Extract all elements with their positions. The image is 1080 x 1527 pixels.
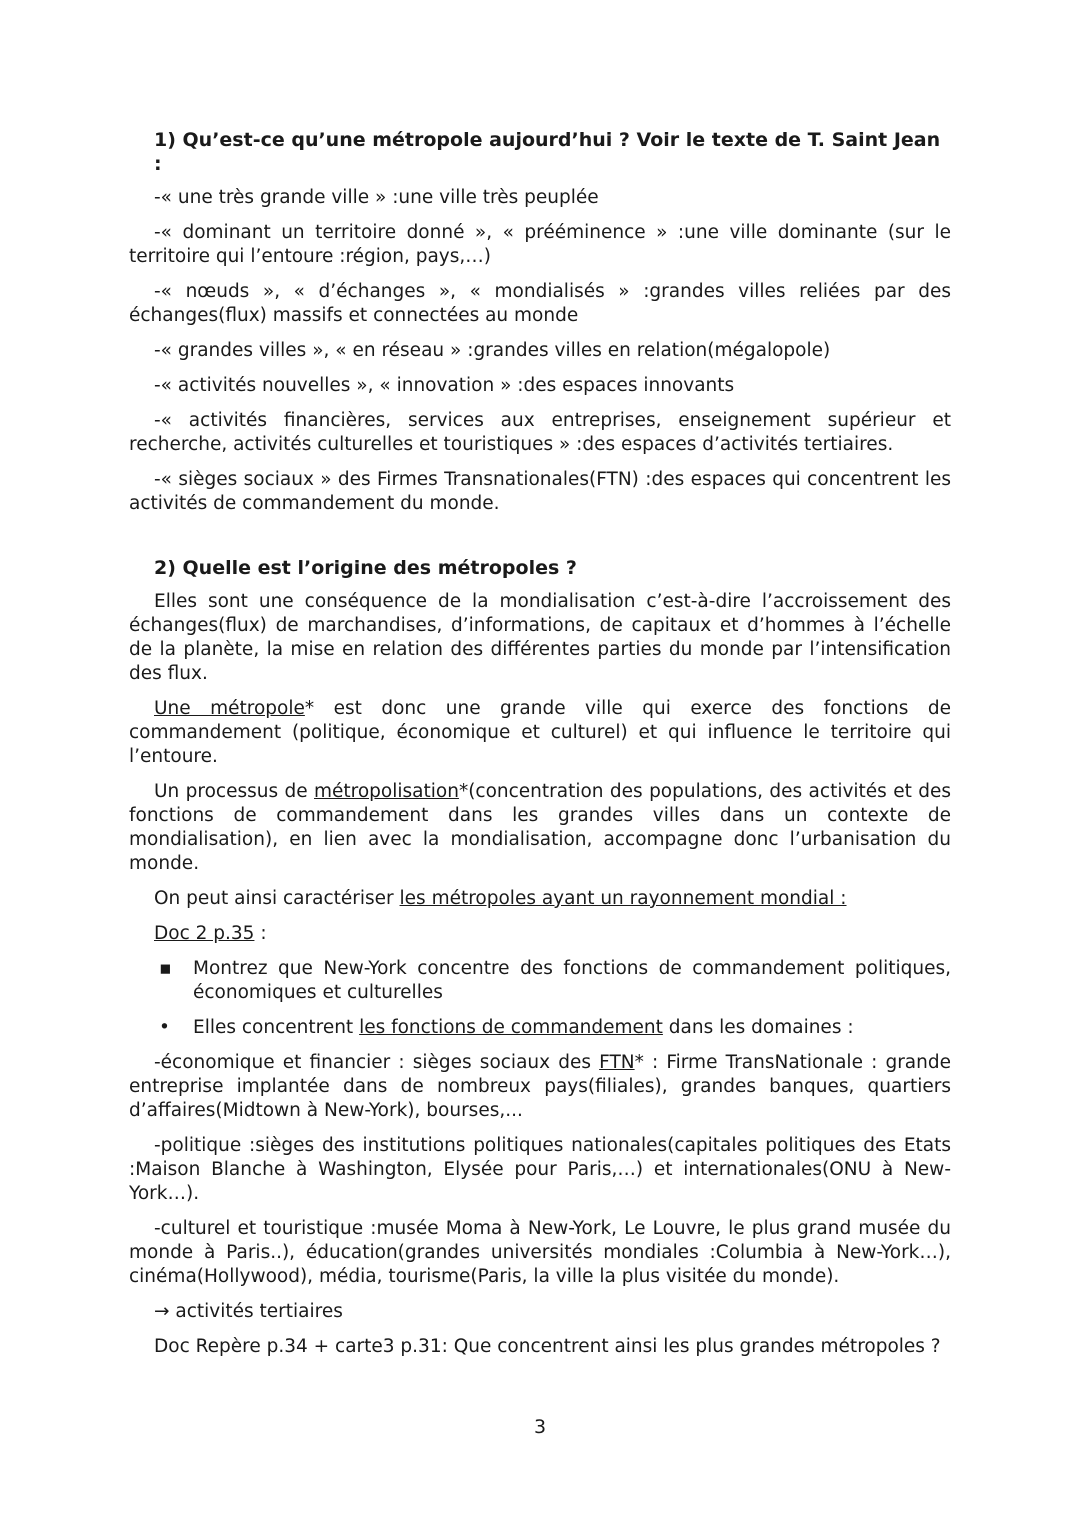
term-metropolisation: métropolisation: [314, 781, 459, 802]
section-2: [129, 556, 951, 1359]
list-item: -« une très grande ville » :une ville très peuplée: [154, 187, 599, 208]
doc-reference: Doc 2 p.35 :: [154, 923, 267, 944]
section-1-heading: 1) Qu’est-ce qu’une métropole aujourd’hui ? Voir le texte de T. Saint Jean :: [154, 129, 941, 175]
paragraph-economique: -économique et financier : sièges sociaux des FTN* : Firme TransNationale : grande entreprise implantée dans de nombreux pays(filiales), grandes banques, quartiers d’affaires(Midtown à New-York), bourses,...: [129, 1052, 951, 1121]
list-item: -« sièges sociaux » des Firmes Transnationales(FTN) :des espaces qui concentrent les activités de commandement du monde.: [129, 469, 951, 514]
section-2-heading: 2) Quelle est l’origine des métropoles ?: [154, 557, 577, 579]
list-item: -« nœuds », « d’échanges », « mondialisés » :grandes villes reliées par des échanges(flux) massifs et connectées au monde: [129, 281, 951, 326]
list-item: -« activités nouvelles », « innovation » :des espaces innovants: [154, 375, 735, 396]
list-item: -« dominant un territoire donné », « prééminence » :une ville dominante (sur le territoire qui l’entoure :région, pays,…): [129, 222, 951, 267]
paragraph-question: Doc Repère p.34 + carte3 p.31: Que concentrent ainsi les plus grandes métropoles ?: [154, 1336, 941, 1357]
paragraph-rayonnement: On peut ainsi caractériser les métropoles ayant un rayonnement mondial :: [154, 888, 847, 909]
paragraph-culturel: -culturel et touristique :musée Moma à New-York, Le Louvre, le plus grand musée du monde à Paris..), éducation(grandes universités mondiales :Columbia à New-York…), cinéma(Hollywood), média, tourisme(Paris, la ville la plus visitée du monde).: [129, 1218, 951, 1287]
page-number: 3: [533, 1416, 547, 1438]
paragraph-metropolisation: Un processus de métropolisation*(concentration des populations, des activités et des fonctions de commandement dans les grandes villes dans un contexte de mondialisation), en lien avec la mondialisation, accompagne donc l’urbanisation du monde.: [129, 781, 951, 874]
bullet-list: [129, 957, 951, 1040]
square-bullet-icon: ▪: [159, 958, 172, 979]
section-1: [129, 128, 951, 516]
term-metropole: Une métropole: [154, 698, 305, 719]
paragraph-mondialisation: Elles sont une conséquence de la mondialisation c’est-à-dire l’accroissement des échanges(flux) de marchandises, d’informations, de capitaux et d’hommes à l’échelle de la planète, la mise en relation des différentes parties du monde par l’intensification des flux.: [129, 591, 951, 684]
round-bullet-icon: •: [159, 1017, 170, 1038]
list-item: -« grandes villes », « en réseau » :grandes villes en relation(mégalopole): [154, 340, 831, 361]
paragraph-metropole-definition: Une métropole* est donc une grande ville qui exerce des fonctions de commandement (politique, économique et culturel) et qui influence le territoire qui l’entoure.: [129, 698, 951, 767]
term-ftn: FTN: [599, 1052, 635, 1073]
document-body: [129, 128, 951, 1370]
term-rayonnement-mondial: les métropoles ayant un rayonnement mondial :: [399, 888, 847, 909]
bullet-item: • Elles concentrent les fonctions de commandement dans les domaines :: [159, 1017, 854, 1038]
paragraph-tertiaire: → activités tertiaires: [154, 1301, 343, 1322]
list-item: -« activités financières, services aux entreprises, enseignement supérieur et recherche, activités culturelles et touristiques » :des espaces d’activités tertiaires.: [129, 410, 951, 455]
paragraph-politique: -politique :sièges des institutions politiques nationales(capitales politiques des Etats :Maison Blanche à Washington, Elysée pour Paris,…) et internationales(ONU à New-York…).: [129, 1135, 951, 1204]
bullet-item: ▪ Montrez que New-York concentre des fonctions de commandement politiques, économiques et culturelles: [159, 958, 951, 1003]
